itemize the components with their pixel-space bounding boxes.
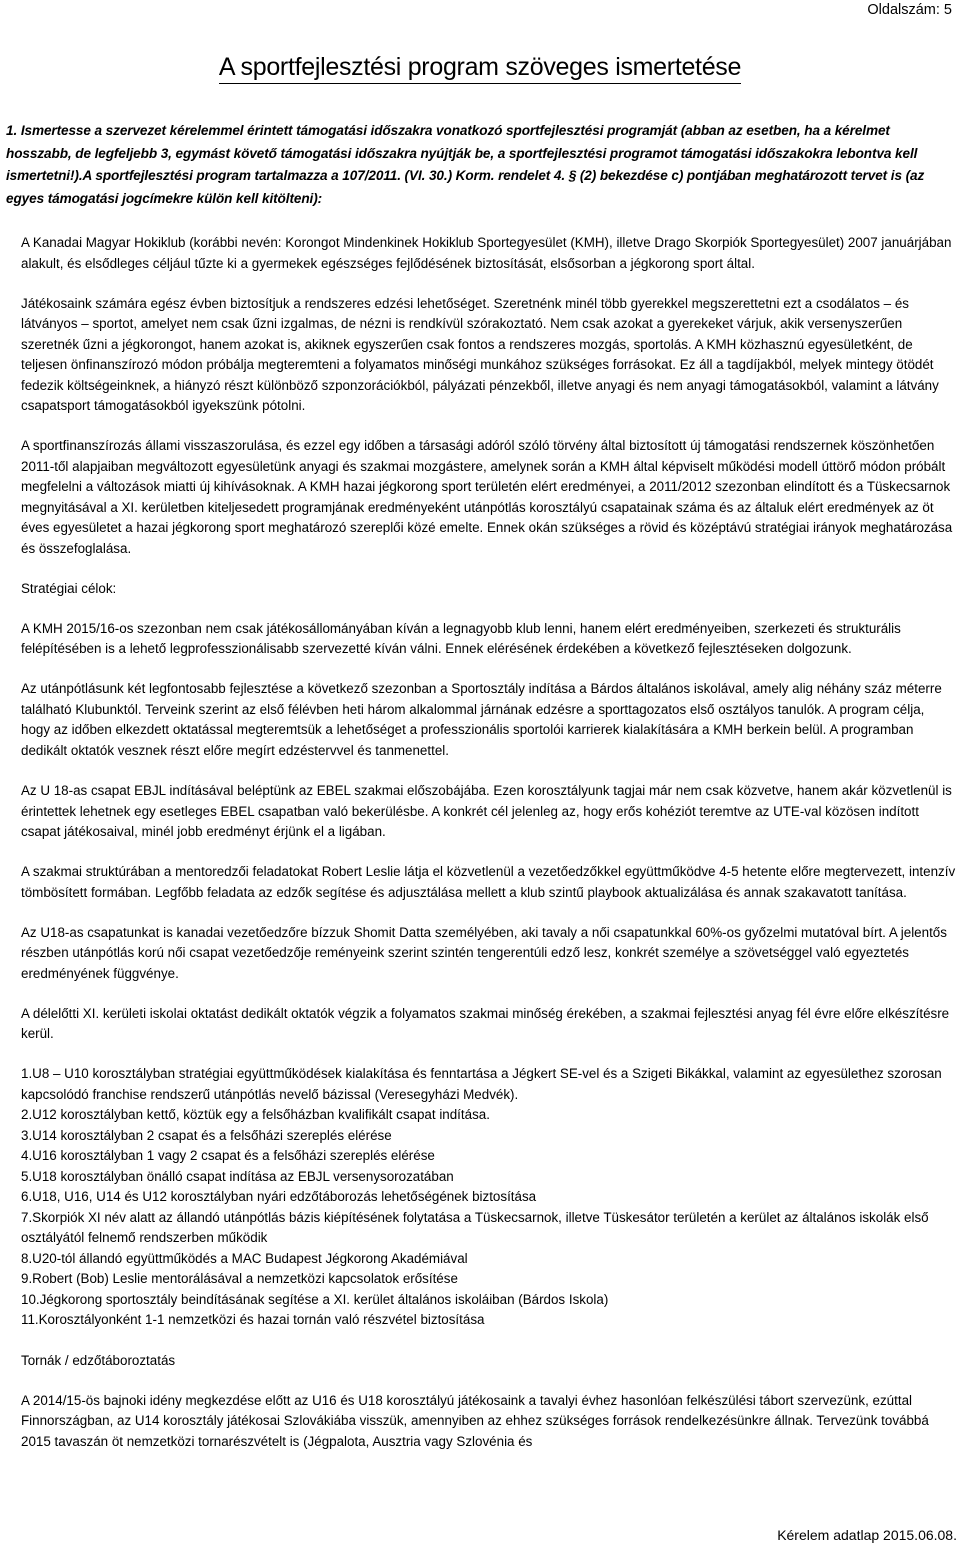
paragraph-training: Játékosaink számára egész évben biztosítjuk a rendszeres edzési lehetőséget. Szeretnénk minél több gyerekkel megszerettetni ezt a csodálatos – és látványos – sportot, amelyet nem csak űzni izgalmas, de nézni is rendkívül szórakoztató. Nem csak azokat a gyerekeket várjuk, akik versenyszerűen szeretnék űzni a jégkorongot, hanem azokat is, akiknek egyszerűen csak fontos a rendszeres mozgás, sportolás. A KMH közhasznú egyesületként, de teljesen önfinanszírozó módon próbálja megteremteni a folyamatos minőségi munkához szükséges forrásokat. Ez áll a tagdíjakból, melyek mintegy ötödét fedezik költségeinknek, a hiányzó részt különböző szponzorációkból, pályázati pénzekből, illetve anyagi és nem anyagi támogatásokból, valamint a látvány csapatsport támogatásokból igyekszünk pótolni. [21, 295, 939, 414]
numbered-list [21, 1064, 957, 1331]
list-item: 5.U18 korosztályban önálló csapat indítása az EBJL versenysorozatában [21, 1168, 454, 1184]
list-item: 11.Korosztályonként 1-1 nemzetközi és hazai tornán való részvétel biztosítása [21, 1312, 485, 1328]
paragraph-school: A délelőtti XI. kerületi iskolai oktatást dedikált oktatók végzik a folyamatos szakmai minőség érekében, a szakmai fejlesztési anyag fél évre előre elkészítésre kerül. [21, 1005, 950, 1042]
list-item: 1.U8 – U10 korosztályban stratégiai együttműködések kialakítása és fenntartása a Jégkert SE-vel és a Szigeti Bikákkal, valamint az egyesülethez szorosan kapcsolódó franchise rendszerű utánpótlás nevelő bázissal (Veresegyházi Medvék). [21, 1066, 942, 1102]
question-prompt: 1. Ismertesse a szervezet kérelemmel érintett támogatási időszakra vonatkozó sportfejlesztési programját (abban az esetben, ha a kérelmet hosszabb, de legfeljebb 3, egymást követő támogatási időszakra nyújtják be, a sportfejlesztési programot támogatási időszakokra lebontva kell ismertetni!).A sportfejlesztési program tartalmazza a 107/2011. (VI. 30.) Korm. rendelet 4. § (2) bekezdése c) pontjában meghatározott tervet is (az egyes támogatási jogcímekre külön kell kitölteni): [6, 123, 925, 206]
section-heading-strategy: Stratégiai célok: [21, 580, 117, 596]
paragraph-youth: Az utánpótlásunk két legfontosabb fejlesztése a következő szezonban a Sportosztály indítása a Bárdos általános iskolával, amely alig néhány száz méterre található Klubunktól. Terveink szerint az első félévben heti három alkalommal járnának edzésre a sporttagozatos első osztályos tanulók. A program célja, hogy az időben elkezdett oktatással megteremtsük a lehetőséget a professzionális sportolói karrierek kialakítására a KMH berkein belül. A programban dedikált oktatók vesznek részt előre megírt edzéstervvel és tanmenettel. [21, 681, 942, 758]
list-item: 6.U18, U16, U14 és U12 korosztályban nyári edzőtáborozás lehetőségének biztosítása [21, 1189, 537, 1205]
paragraph-intro: A Kanadai Magyar Hokiklub (korábbi nevén: Korongot Mindenkinek Hokiklub Sportegyesület (KMH), illetve Drago Skorpiók Sportegyesület) 2007 januárjában alakult, és elsődleges céljául tűzte ki a gyermekek egészséges fejlődésének biztosítását, elsősorban a jégkorong sport által. [21, 235, 952, 271]
page-number: Oldalszám: 5 [867, 2, 952, 18]
list-item: 2.U12 korosztályban kettő, köztük egy a felsőházban kvalifikált csapat indítása. [21, 1107, 490, 1123]
list-item: 4.U16 korosztályban 1 vagy 2 csapat és a felsőházi szereplés elérése [21, 1148, 435, 1164]
list-item: 8.U20-tól állandó együttműködés a MAC Budapest Jégkorong Akadémiával [21, 1250, 468, 1266]
page-title-wrap [0, 53, 960, 84]
paragraph-goals: A KMH 2015/16-os szezonban nem csak játékosállományában kíván a legnagyobb klub lenni, hanem elért eredményeiben, szerkezeti és strukturális felépítésében is a lehető legprofesszionálisabb szervezetté kíván válni. Ennek elérésének érdekében a következő fejlesztéseken dolgozunk. [21, 620, 901, 657]
list-item: 9.Robert (Bob) Leslie mentorálásával a nemzetközi kapcsolatok erősítése [21, 1271, 458, 1287]
section-heading-tournaments: Tornák / edzőtáboroztatás [21, 1352, 176, 1368]
list-item: 7.Skorpiók XI név alatt az állandó utánpótlás bázis kiépítésének folytatása a Tüskecsarnok, illetve Tüskesátor területén a kerület az általános iskolák első osztályától felnemő rendszerben működik [21, 1209, 929, 1246]
paragraph-u18: Az U 18-as csapat EBJL indításával beléptünk az EBEL szakmai előszobájába. Ezen korosztályunk tagjai már nem csak közvetve, hanem akár közvetlenül is érintettek lehetnek egy esetleges EBEL csapatban való bekerülésbe. A konkrét cél jelenleg az, hogy erős kohéziót teremtve az UTE-val közösen indított csapat játékosaival, minél jobb eredményt érjünk el a ligában. [21, 783, 952, 840]
paragraph-financing: A sportfinanszírozás állami visszaszorulása, és ezzel egy időben a társasági adóról szóló törvény által biztosított új támogatási rendszernek köszönhetően 2011-től alapjaiban megváltozott egyesületünk anyagi és szakmai mozgástere, amelynek során a KMH által képviselt működési modell úttörő módon próbált megfelelni a változások miatti új kihívásoknak. A KMH hazai jégkorong sport területén elért eredményei, a 2011/2012 szezonban elindított és a Tüskecsarnok megnyitásával a XI. kerületben kiteljesedett programjának eredményeként utánpótlás korosztályú csapatainak száma és az általuk elért eredmények az öt éves egyesületet a hazai jégkorong sport meghatározó szereplői közé emelte. Ennek okán szükséges a rövid és középtávú stratégiai irányok meghatározása és összefoglalása. [21, 438, 953, 556]
paragraph-tournaments: A 2014/15-ös bajnoki idény megkezdése előtt az U16 és U18 korosztályú játékosaink a tavalyi évhez hasonlóan felkészülési tábort szervezünk, ezúttal Finnországban, az U14 korosztály játékosai Szlovákiába visszük, amennyiben az ehhez szükséges források rendelkezésünkre állnak. Tervezünk továbbá 2015 tavaszán öt nemzetközi tornarészvételt is (Jégpalota, Ausztria vagy Szlovénia és [21, 1392, 929, 1449]
page-title: A sportfejlesztési program szöveges ismertetése [219, 53, 741, 84]
paragraph-coach: Az U18-as csapatunkat is kanadai vezetőedzőre bízzuk Shomit Datta személyében, aki tavaly a női csapatunkkal 60%-os győzelmi mutatóval bírt. A jelentős részben utánpótlás korú női csapat vezetőedzője reményeink szerint szintén tengerentúli edző lesz, konkrét személye a szövetséggel való egyeztetés eredményének függvénye. [21, 924, 947, 981]
list-item: 10.Jégkorong sportosztály beindításának segítése a XI. kerület általános iskoláiban (Bárdos Iskola) [21, 1291, 609, 1307]
paragraph-structure: A szakmai struktúrában a mentoredzői feladatokat Robert Leslie látja el közvetlenül a vezetőedzőkkel együttműködve 4-5 hetente előre megtervezett, intenzív tömbösített formában. Legfőbb feladata az edzők segítése és adjusztálása mellett a klub szintű playbook aktualizálása és annak szakavatott tanítása. [21, 864, 956, 900]
footer-date: Kérelem adatlap 2015.06.08. [777, 1527, 957, 1543]
list-item: 3.U14 korosztályban 2 csapat és a felsőházi szereplés elérése [21, 1127, 392, 1143]
answer-body [21, 233, 957, 1472]
